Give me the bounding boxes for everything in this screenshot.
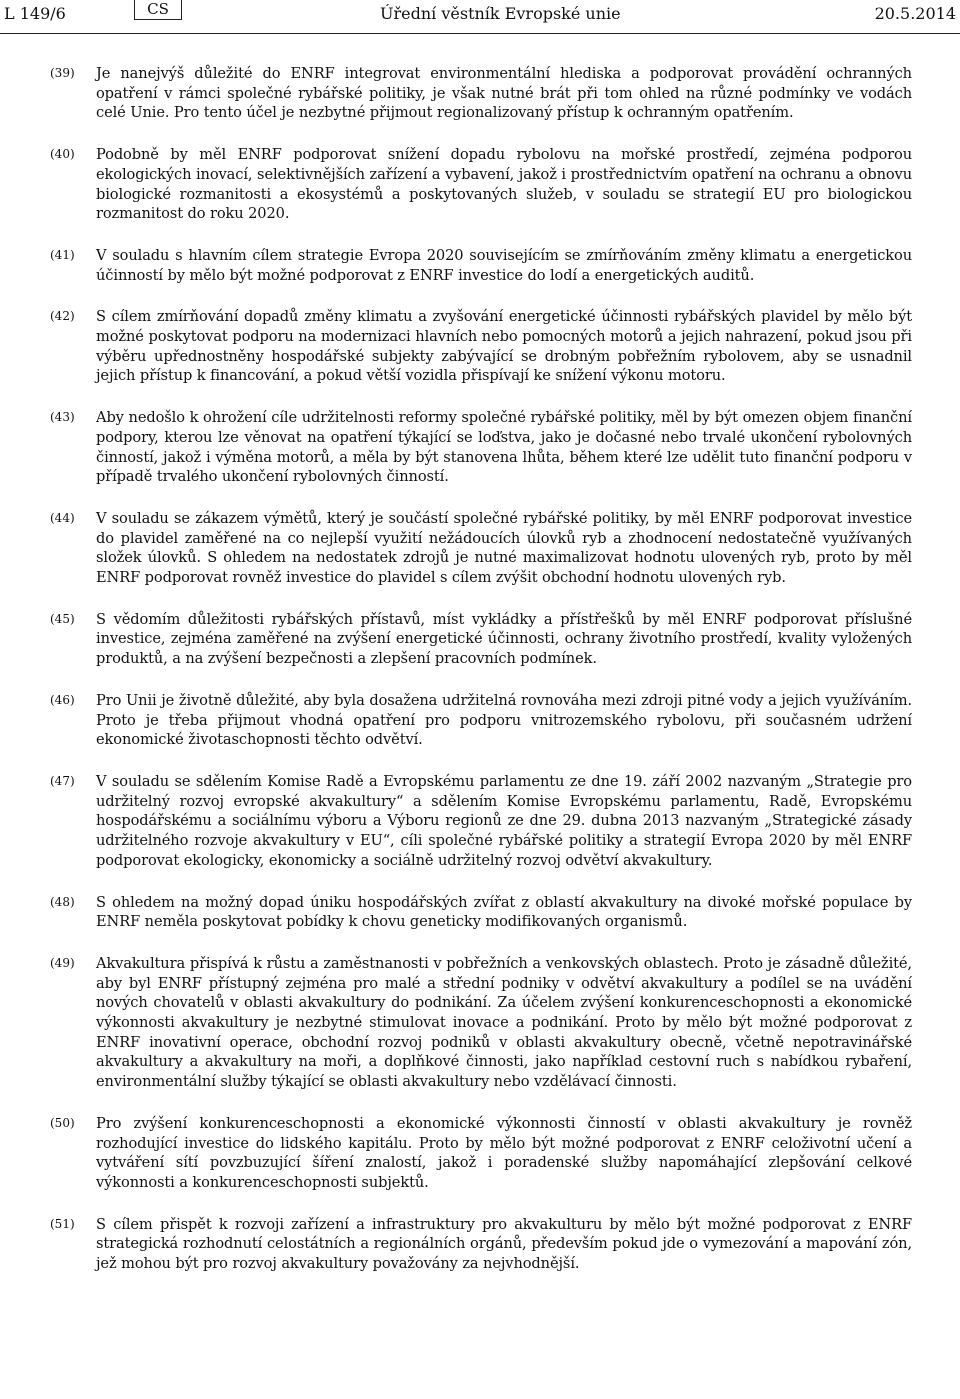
recital-text: S ohledem na možný dopad úniku hospodářských zvířat z oblastí akvakultury na divoké mořské populace by ENRF neměla poskytovat pobídky k chovu geneticky modifikovaných organismů. (96, 893, 912, 931)
recital-text: Podobně by měl ENRF podporovat snížení dopadu rybolovu na mořské prostředí, zejména podporou ekologických inovací, selektivnějších zařízení a vybavení, jakož i prostřednictvím opatření na ochranu a obnovu biologické rozmanitosti a ekosystémů a poskytovaných služeb, v souladu se strategií EU pro biologickou rozmanitost do roku 2020. (96, 146, 912, 223)
recital-number: (44) (50, 510, 75, 525)
recital-39 (0, 64, 960, 123)
recital-44 (0, 509, 960, 588)
recital-number: (42) (50, 309, 75, 324)
recital-number: (47) (50, 773, 75, 788)
recital-47 (0, 772, 960, 871)
recital-43 (0, 408, 960, 487)
page-reference: L 149/6 (4, 4, 66, 23)
recital-number: (46) (50, 692, 75, 707)
recital-46 (0, 691, 960, 750)
language-code-box: CS (134, 0, 182, 20)
header-divider (0, 33, 960, 34)
recitals-list (0, 64, 960, 1296)
journal-header (0, 0, 960, 34)
recital-41 (0, 246, 960, 285)
recital-text: V souladu s hlavním cílem strategie Evropa 2020 souvisejícím se zmírňováním změny klimatu a energetickou účinností by mělo být možné podporovat z ENRF investice do lodí a energetických auditů. (96, 246, 912, 284)
recital-text: V souladu se zákazem výmětů, který je součástí společné rybářské politiky, by měl ENRF podporovat investice do plavidel zaměřené na co nejlepší využití nežádoucích úlovků ryb a zhodnocení nedostatečně využívaných složek úlovků. S ohledem na nedostatek zdrojů je nutné maximalizovat hodnotu ulovených ryb, proto by měl ENRF podporovat rovněž investice do plavidel s cílem zvýšit obchodní hodnotu ulovených ryb. (96, 509, 912, 587)
recital-40 (0, 145, 960, 224)
recital-number: (51) (50, 1216, 75, 1231)
publication-date: 20.5.2014 (874, 4, 956, 23)
recital-48 (0, 893, 960, 932)
recital-text: V souladu se sdělením Komise Radě a Evropskému parlamentu ze dne 19. září 2002 nazvaným „Strategie pro udržitelný rozvoj evropské akvakultury“ a sdělením Komise Evropskému parlamentu, Radě, Evropskému hospodářskému a sociálnímu výboru a Výboru regionů ze dne 29. dubna 2013 nazvaným „Strategické zásady udržitelného rozvoje akvakultury v EU“, cíli společné rybářské politiky a strategií Evropa 2020 by měl ENRF podporovat ekologicky, ekonomicky a sociálně udržitelný rozvoj odvětví akvakultury. (96, 772, 912, 869)
recital-45 (0, 610, 960, 669)
recital-50 (0, 1114, 960, 1193)
recital-text: S cílem přispět k rozvoji zařízení a infrastruktury pro akvakulturu by mělo být možné podporovat z ENRF strategická rozhodnutí celostátních a regionálních orgánů, především pokud jde o vymezování a mapování zón, jež mohou být pro rozvoj akvakultury považovány za nejvhodnější. (96, 1215, 912, 1273)
recital-number: (43) (50, 410, 75, 425)
recital-42 (0, 307, 960, 386)
recital-number: (40) (50, 147, 75, 162)
recital-number: (39) (50, 66, 75, 80)
journal-title: Úřední věstník Evropské unie (380, 4, 621, 23)
recital-text: Pro Unii je životně důležité, aby byla dosažena udržitelná rovnováha mezi zdroji pitné vody a jejich využíváním. Proto je třeba přijmout vhodná opatření pro podporu vnitrozemského rybolovu, při současném udržení ekonomické životaschopnosti těchto odvětví. (96, 691, 912, 749)
recital-number: (41) (50, 247, 75, 262)
recital-49 (0, 954, 960, 1092)
recital-51 (0, 1215, 960, 1274)
recital-number: (50) (50, 1115, 75, 1130)
recital-number: (48) (50, 894, 75, 909)
recital-text: Akvakultura přispívá k růstu a zaměstnanosti v pobřežních a venkovských oblastech. Proto je zásadně důležité, aby byl ENRF přístupný zejména pro malé a střední podniky v odvětví akvakultury a podílel se na uvádění nových chovatelů v oblasti akvakultury do podnikání. Za účelem zvýšení konkurenceschopnosti a ekonomické výkonnosti akvakultury je nezbytné stimulovat inovace a podnikání. Proto by mělo být možné podporovat z ENRF inovativní operace, obchodní rozvoj podniků v oblasti akvakultury obecně, včetně nepotravinářské akvakultury a akvakultury na moři, a doplňkové činnosti, jako například cestovní ruch s nabídkou rybaření, environmentální služby týkající se oblasti akvakultury nebo vzdělávací činnosti. (96, 954, 912, 1091)
recital-number: (49) (50, 955, 75, 970)
recital-text: Pro zvýšení konkurenceschopnosti a ekonomické výkonnosti činností v oblasti akvakultury je rovněž rozhodující investice do lidského kapitálu. Proto by mělo být možné podporovat z ENRF celoživotní učení a vytváření sítí povzbuzující šíření znalostí, jakož i poradenské služby napomáhající zlepšování celkové výkonnosti a konkurenceschopnosti subjektů. (96, 1114, 912, 1191)
recital-text: Aby nedošlo k ohrožení cíle udržitelnosti reformy společné rybářské politiky, měl by být omezen objem finanční podpory, kterou lze věnovat na opatření týkající se loďstva, jako je dočasné nebo trvalé ukončení rybolovných činností, jakož i výměna motorů, a měla by být stanovena lhůta, během které lze udělit tuto finanční podporu v případě trvalého ukončení rybolovných činností. (96, 409, 912, 486)
recital-text: S vědomím důležitosti rybářských přístavů, míst vykládky a přístřešků by měl ENRF podporovat příslušné investice, zejména zaměřené na zvýšení energetické účinnosti, ochrany životního prostředí, kvality vyložených produktů, a na zvýšení bezpečnosti a zlepšení pracovních podmínek. (96, 610, 912, 668)
recital-number: (45) (50, 611, 75, 626)
recital-text: S cílem zmírňování dopadů změny klimatu a zvyšování energetické účinnosti rybářských plavidel by mělo být možné poskytovat podporu na modernizaci hlavních nebo pomocných motorů a jejich nahrazení, pokud jsou při výběru upřednostněny hospodářské subjekty zabývající se drobným pobřežním rybolovem, aby se usnadnil jejich přístup k financování, a pokud větší vozidla přispívají ke snížení výkonu motoru. (96, 308, 912, 385)
recital-text: Je nanejvýš důležité do ENRF integrovat environmentální hlediska a podporovat provádění ochranných opatření v rámci společné rybářské politiky, je však nutné brát při tom ohled na různé podmínky ve vodách celé Unie. Pro tento účel je nezbytné přijmout regionalizovaný přístup k ochranným opatřením. (96, 65, 912, 122)
